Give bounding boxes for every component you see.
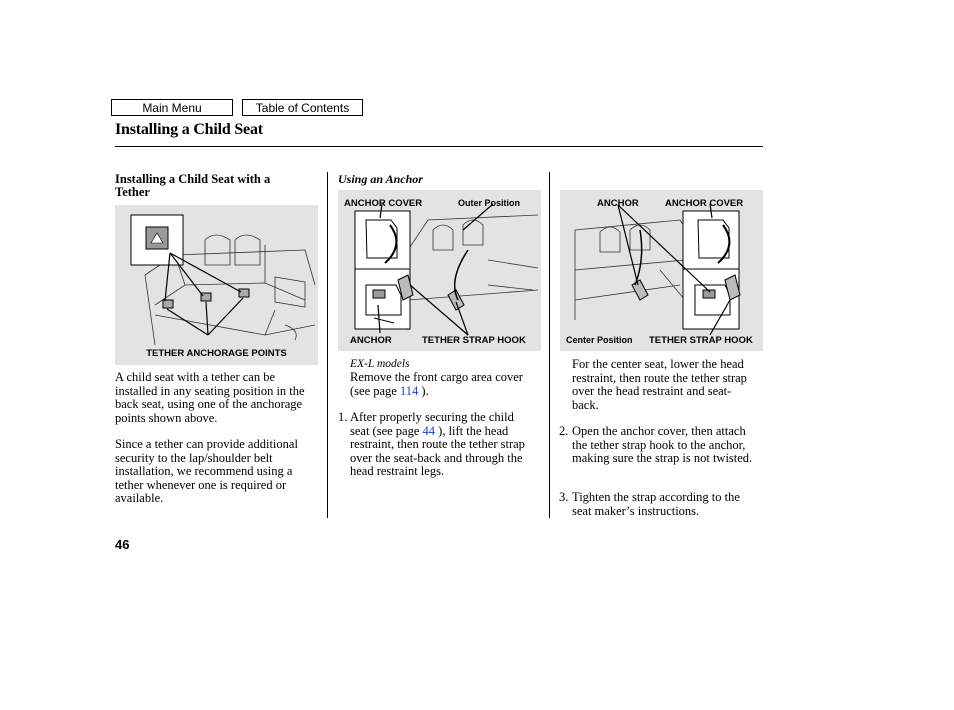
label-anchor: ANCHOR <box>597 198 639 209</box>
intro-text: Remove the front cargo area cover (see page <box>350 370 523 398</box>
step-2-number: 2. <box>559 424 569 438</box>
intro-paragraph <box>350 371 545 398</box>
step-1-text-a: After properly securing the child seat (see page <box>350 410 514 438</box>
tether-anchorage-illustration <box>115 205 318 365</box>
step-3-text: Tighten the strap according to the seat maker’s instructions. <box>572 490 740 518</box>
label-anchor-cover: ANCHOR COVER <box>344 198 423 209</box>
intro-text-end: ). <box>418 383 429 398</box>
paragraph-2: Since a tether can provide additional security to the lap/shoulder belt installation, we recommend using a tether whenever one is required or available. <box>115 437 298 505</box>
figure-caption: TETHER ANCHORAGE POINTS <box>146 348 287 359</box>
column-divider-1 <box>327 172 328 518</box>
table-of-contents-button[interactable]: Table of Contents <box>242 99 363 116</box>
model-note: EX-L models <box>350 358 410 370</box>
title-rule <box>115 146 763 147</box>
section-heading-anchor: Using an Anchor <box>338 172 423 186</box>
label-anchor-cover: ANCHOR COVER <box>665 198 744 209</box>
main-menu-button[interactable]: Main Menu <box>111 99 233 116</box>
section-heading: Installing a Child Seat with a Tether <box>115 172 271 199</box>
center-seat-paragraph: For the center seat, lower the head restraint, then route the tether strap over the head restraint and seat-back. <box>572 357 747 412</box>
paragraph-1: A child seat with a tether can be installed in any seating position in the back seat, using one of the anchorage points shown above. <box>115 370 305 425</box>
outer-position-figure <box>338 190 541 351</box>
step-1-number: 1. <box>338 410 348 424</box>
label-tether-strap-hook: TETHER STRAP HOOK <box>422 335 526 346</box>
center-position-figure <box>560 190 763 351</box>
tether-anchorage-figure <box>115 205 318 365</box>
step-2-text: Open the anchor cover, then attach the tether strap hook to the anchor, making sure the strap is not twisted. <box>572 424 753 465</box>
label-center-position: Center Position <box>566 335 633 345</box>
center-position-illustration <box>560 190 763 351</box>
label-anchor: ANCHOR <box>350 335 392 346</box>
label-outer-position: Outer Position <box>458 198 521 208</box>
step-1-text <box>350 411 535 479</box>
step-3-number: 3. <box>559 490 569 504</box>
column-divider-2 <box>549 172 550 518</box>
page-title: Installing a Child Seat <box>115 121 263 138</box>
page-number: 46 <box>115 537 130 552</box>
label-tether-strap-hook: TETHER STRAP HOOK <box>649 335 753 346</box>
page-114-link[interactable]: 114 <box>399 383 419 398</box>
page-44-link[interactable]: 44 <box>422 423 436 438</box>
outer-position-illustration <box>338 190 541 351</box>
step-1-text-b: ), lift the head restraint, then route the tether strap over the seat-back and through the head restraint legs. <box>350 423 525 478</box>
